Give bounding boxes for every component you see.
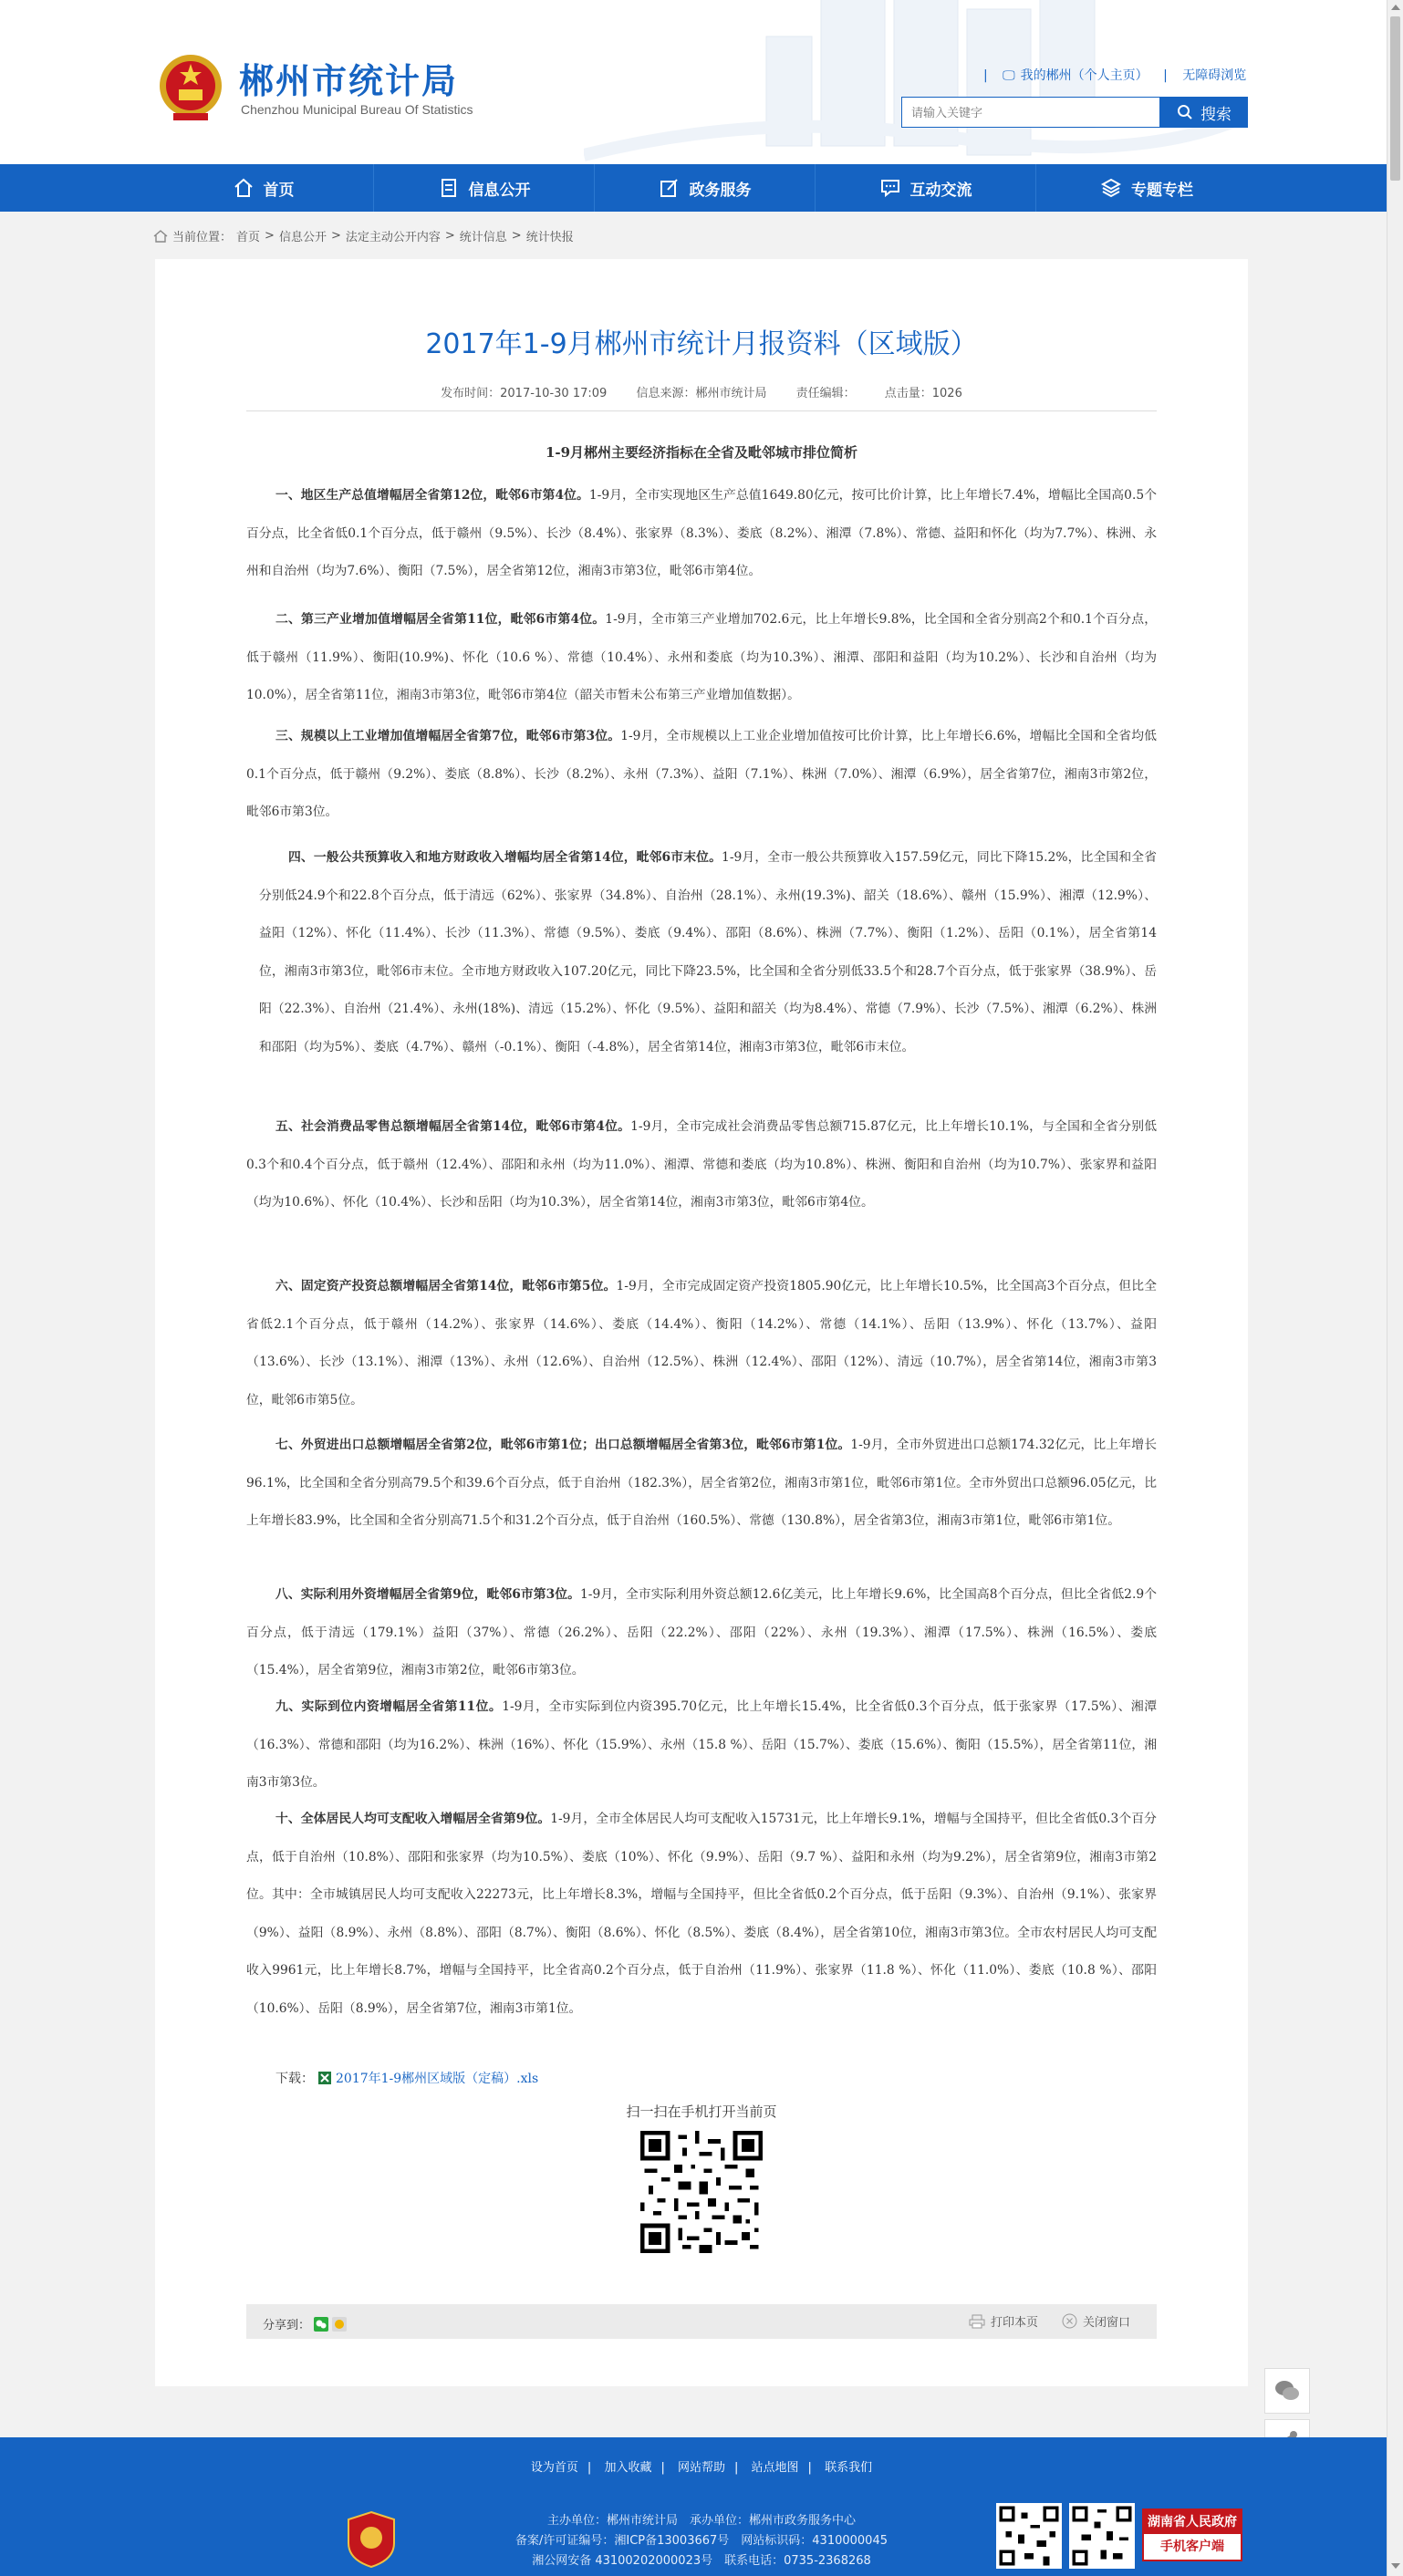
footer-sep: | — [660, 2461, 665, 2475]
qzone-share-icon[interactable] — [332, 2317, 347, 2332]
close-label: 关闭窗口 — [1083, 2316, 1131, 2330]
paragraph-6 — [246, 1268, 1157, 1419]
chat-icon — [879, 177, 901, 199]
top-links — [978, 66, 1252, 84]
paragraph-body: 1-9月，全市一般公共预算收入157.59亿元，同比下降15.2%，比全国和全省分别低24.9个和22.8个百分点，低于清远（62%）、张家界（34.8%）、自治州（28.1%）、永州(19.3%)、韶关（18.6%）、赣州（15.9%）、湘潭（12.9%）、益阳（12%）、怀化（11.4%）、长沙（11.3%）、常德（9.5%）、娄底（9.4%）、邵阳（8.6%）、株洲（7.7%）、衡阳（1.2%）、岳阳（0.1%），居全省第14位，湘南3市第3位，毗邻6市末位。全市地方财政收入107.20亿元，同比下降23.5%，比全国和全省分别低33.5个和28.7个百分点，低于张家界（38.9%）、岳阳（22.3%）、自治州（21.4%）、永州(18%)、清远（15.2%）、怀化（9.5%）、益阳和韶关（均为8.4%）、常德（7.9%）、长沙（7.5%）、湘潭（6.2%）、株洲和邵阳（均为5%）、娄底（4.7%）、赣州（-0.1%）、衡阳（-4.8%），居全省第14位，湘南3市第3位，毗邻6市末位。 — [259, 850, 1157, 1054]
paragraph-body: 1-9月，全市实际利用外资总额12.6亿美元，比上年增长9.6%，比全国高8个百分点，但比全省低2.9个百分点，低于清远（179.1%）益阳（37%）、常德（26.2%）、岳阳（22.2%）、邵阳（22%）、永州（19.3%）、湘潭（17.5%）、株洲（16.5%）、娄底（15.4%），居全省第9位，湘南3市第2位，毗邻6市第3位。 — [246, 1587, 1157, 1678]
print-button[interactable] — [969, 2312, 1038, 2330]
search-input[interactable] — [909, 98, 1150, 127]
breadcrumb-prefix: 当前位置： — [172, 231, 233, 244]
qr-caption: 扫一扫在手机打开当前页 — [626, 2103, 777, 2120]
scrollbar-thumb[interactable] — [1390, 16, 1400, 181]
paragraph-body: 1-9月，全市实际到位内资395.70亿元，比上年增长15.4%，比全省低0.3个百分点，低于张家界（17.5%）、湘潭（16.3%）、常德和邵阳（均为16.2%）、株洲（16%）、怀化（15.9%）、永州（15.8 %）、岳阳（15.7%）、娄底（15.6%）、衡阳（15.5%），居全省第11位，湘南3市第3位。 — [246, 1699, 1157, 1790]
paragraph-9 — [246, 1688, 1157, 1802]
share-group — [263, 2315, 347, 2332]
nav-label: 互动交流 — [909, 181, 972, 200]
breadcrumb — [153, 227, 574, 244]
download-row — [275, 2069, 538, 2087]
share-label: 分享到： — [263, 2319, 311, 2332]
site-name-en: Chenzhou Municipal Bureau Of Statistics — [241, 102, 473, 117]
page-scrollbar[interactable] — [1387, 0, 1403, 2576]
wechat-icon — [1273, 2379, 1301, 2403]
download-file-link[interactable]: 2017年1-9郴州区域版（定稿）.xls — [336, 2072, 539, 2086]
share-bar — [246, 2304, 1157, 2339]
printer-icon — [969, 2314, 985, 2329]
footer-sep: | — [587, 2461, 592, 2475]
article-meta — [0, 383, 1403, 400]
paragraph-1 — [246, 477, 1157, 591]
national-emblem-icon — [157, 49, 224, 126]
scroll-up-icon[interactable] — [1391, 5, 1400, 10]
link-accessibility[interactable]: 无障碍浏览 — [1182, 68, 1247, 83]
footer-sep: | — [734, 2461, 739, 2475]
paragraph-body: 1-9月，全市完成固定资产投资1805.90亿元，比上年增长10.5%，比全国高3个百分点，但比全省低2.1个百分点，低于赣州（14.2%）、张家界（14.6%）、娄底（14.4%）、衡阳（14.2%）、常德（14.1%）、岳阳（13.9%）、怀化（13.7%）、益阳（13.6%）、长沙（13.1%）、湘潭（13%）、永州（12.6%）、自治州（12.5%）、株洲（12.4%）、邵阳（12%）、清远（10.7%），居全省第14位，湘南3市第3位，毗邻6市第5位。 — [246, 1279, 1157, 1407]
paragraph-8 — [246, 1576, 1157, 1690]
view-count: 点击量：1026 — [884, 387, 962, 400]
divider-bar: | — [983, 68, 988, 83]
nav-home[interactable] — [153, 164, 374, 212]
paragraph-body: 1-9月，全市完成社会消费品零售总额715.87亿元，比上年增长10.1%，与全国和全省分别低0.3个和0.4个百分点，低于赣州（12.4%）、邵阳和永州（均为11.0%）、湘潭、常德和娄底（均为10.8%）、株洲、衡阳和自治州（均为10.7%）、张家界和益阳（均为10.6%）、怀化（10.4%）、长沙和岳阳（均为10.3%），居全省第14位，湘南3市第3位，毗邻6市第4位。 — [246, 1119, 1157, 1210]
paragraph-lead: 三、规模以上工业增加值增幅居全省第7位，毗邻6市第3位。 — [275, 729, 621, 743]
main-nav — [0, 164, 1387, 212]
download-label: 下载： — [275, 2072, 314, 2086]
nav-info-public[interactable] — [374, 164, 595, 212]
paragraph-lead: 一、地区生产总值增幅居全省第12位，毗邻6市第4位。 — [275, 488, 589, 503]
wechat-share-icon[interactable] — [314, 2317, 328, 2332]
paragraph-2 — [246, 601, 1157, 715]
layers-icon — [1100, 177, 1122, 199]
footer-qr-code-icon — [1069, 2503, 1135, 2569]
breadcrumb-info-public[interactable]: 信息公开 — [278, 231, 327, 244]
gov-app-title: 湖南省人民政府 — [1144, 2510, 1241, 2534]
breadcrumb-sep: > — [330, 229, 341, 243]
search-button-label: 搜索 — [1200, 105, 1232, 124]
breadcrumb-sep: > — [265, 229, 275, 243]
monitor-icon: 🖵 — [1003, 68, 1015, 83]
footer-qr-code-icon — [996, 2503, 1062, 2569]
nav-special-topics[interactable] — [1036, 164, 1257, 212]
paragraph-body: 1-9月，全市规模以上工业企业增加值按可比价计算，比上年增长6.6%，增幅比全国和全省均低0.1个百分点，低于赣州（9.2%）、娄底（8.8%）、长沙（8.2%）、永州（7.3%）、益阳（7.1%）、株洲（7.0%）、湘潭（6.9%），居全省第7位，湘南3市第2位，毗邻6市第3位。 — [246, 729, 1157, 819]
scroll-down-icon[interactable] — [1391, 2563, 1400, 2569]
paragraph-7 — [246, 1427, 1157, 1541]
excel-file-icon — [317, 2071, 332, 2085]
info-source: 信息来源：郴州市统计局 — [636, 387, 767, 400]
hunan-gov-app-badge[interactable] — [1142, 2508, 1242, 2561]
link-my-chenzhou[interactable]: 我的郴州（个人主页） — [1020, 68, 1148, 83]
paragraph-body: 1-9月，全市全体居民人均可支配收入15731元，比上年增长9.1%，增幅与全国持平，但比全省低0.3个百分点，低于自治州（10.8%）、邵阳和张家界（均为10.5%）、娄底（10%）、怀化（9.9%）、岳阳（9.7 %）、益阳和永州（均为9.2%），居全省第9位，湘南3市第2位。其中：全市城镇居民人均可支配收入22273元，比上年增长8.3%，增幅与全国持平，但比全省低0.2个百分点，低于岳阳（9.3%）、自治州（9.1%）、张家界（9%）、益阳（8.9%）、永州（8.8%）、邵阳（8.7%）、衡阳（8.6%）、怀化（8.5%）、娄底（8.4%），居全省第10位，湘南3市第3位。全市农村居民人均可支配收入9961元，比上年增长8.7%，增幅与全国持平，比全省高0.2个百分点，低于自治州（11.9%）、张家界（11.8 %）、怀化（11.0%）、娄底（10.8 %）、邵阳（10.6%）、岳阳（8.9%），居全省第7位，湘南3市第1位。 — [246, 1812, 1157, 2016]
site-header — [0, 0, 1387, 164]
breadcrumb-home[interactable]: 首页 — [236, 231, 261, 244]
breadcrumb-sep: > — [444, 229, 455, 243]
site-name: 郴州市统计局 — [239, 61, 459, 101]
paragraph-10 — [246, 1801, 1157, 2028]
home-icon — [153, 230, 168, 243]
paragraph-4 — [259, 839, 1157, 1066]
nav-label: 首页 — [263, 181, 295, 200]
nav-label: 信息公开 — [468, 181, 531, 200]
qr-code-icon — [640, 2131, 763, 2253]
wechat-button[interactable] — [1264, 2368, 1310, 2414]
breadcrumb-stats-info[interactable]: 统计信息 — [459, 231, 507, 244]
paragraph-body: 1-9月，全市第三产业增加702.6元，比上年增长9.8%，比全国和全省分别高2个和0.1个百分点，低于赣州（11.9%）、衡阳(10.9%)、怀化（10.6 %）、常德（10.4%）、永州和娄底（均为10.3%）、湘潭、邵阳和益阳（均为10.2%）、长沙和自治州（均为10.0%），居全省第11位，湘南3市第3位，毗邻6市第4位（韶关市暂未公布第三产业增加值数据）。 — [246, 612, 1158, 702]
paragraph-lead: 四、一般公共预算收入和地方财政收入增幅均居全省第14位，毗邻6市末位。 — [288, 850, 722, 865]
footer-link-help[interactable]: 网站帮助 — [677, 2461, 725, 2475]
footer-links — [0, 2457, 1403, 2475]
search-icon — [1177, 104, 1193, 120]
article-subheading: 1-9月郴州主要经济指标在全省及毗邻城市排位简析 — [545, 444, 858, 461]
paragraph-lead: 八、实际利用外资增幅居全省第9位，毗邻6市第3位。 — [275, 1587, 581, 1602]
paragraph-5 — [246, 1108, 1157, 1222]
nav-label: 政务服务 — [689, 181, 752, 200]
nav-interaction[interactable] — [816, 164, 1036, 212]
document-icon — [438, 177, 460, 199]
publish-time: 发布时间：2017-10-30 17:09 — [441, 387, 608, 400]
paragraph-lead: 五、社会消费品零售总额增幅居全省第14位，毗邻6市第4位。 — [275, 1119, 631, 1134]
editor: 责任编辑： — [795, 387, 856, 400]
edit-icon — [659, 177, 681, 199]
footer-icp: 备案/许可证编号：湘ICP备13003667号 网站标识码：4310000045 — [514, 2534, 888, 2548]
footer-link-homepage[interactable]: 设为首页 — [530, 2461, 578, 2475]
site-footer — [0, 2437, 1387, 2576]
gov-app-subtitle: 手机客户端 — [1160, 2540, 1224, 2554]
close-icon — [1062, 2313, 1077, 2329]
divider-bar: | — [1163, 68, 1168, 83]
paragraph-body: 1-9月，全市实现地区生产总值1649.80亿元，按可比价计算，比上年增长7.4%，增幅比全国高0.5个百分点，比全省低0.1个百分点，低于赣州（9.5%）、长沙（8.4%）、张家界（8.3%）、娄底（8.2%）、湘潭（7.8%）、常德、益阳和怀化（均为7.7%）、株洲、永州和自治州（均为7.6%）、衡阳（7.5%），居全省第12位，湘南3市第3位，毗邻6市第4位。 — [246, 488, 1158, 578]
paragraph-lead: 九、实际到位内资增幅居全省第11位。 — [275, 1699, 503, 1714]
footer-link-favorite[interactable]: 加入收藏 — [604, 2461, 652, 2475]
print-label: 打印本页 — [991, 2316, 1039, 2330]
breadcrumb-stats-bulletin[interactable]: 统计快报 — [525, 231, 574, 244]
paragraph-3 — [246, 718, 1157, 832]
breadcrumb-legal-content[interactable]: 法定主动公开内容 — [345, 231, 441, 244]
footer-link-contact[interactable]: 联系我们 — [825, 2461, 873, 2475]
nav-label: 专题专栏 — [1131, 181, 1193, 200]
nav-gov-service[interactable] — [595, 164, 816, 212]
paragraph-lead: 六、固定资产投资总额增幅居全省第14位，毗邻6市第5位。 — [275, 1279, 617, 1293]
paragraph-lead: 七、外贸进出口总额增幅居全省第2位，毗邻6市第1位；出口总额增幅居全省第3位，毗邻6市第1位。 — [275, 1438, 851, 1452]
paragraph-lead: 二、第三产业增加值增幅居全省第11位，毗邻6市第4位。 — [275, 612, 606, 627]
title-divider — [246, 410, 1157, 411]
footer-host: 主办单位：郴州市统计局 承办单位：郴州市政务服务中心 — [546, 2514, 856, 2528]
home-icon — [233, 177, 255, 199]
search-button[interactable] — [1160, 97, 1248, 128]
close-window-button[interactable] — [1062, 2312, 1130, 2330]
footer-link-sitemap[interactable]: 站点地图 — [751, 2461, 799, 2475]
paragraph-lead: 十、全体居民人均可支配收入增幅居全省第9位。 — [275, 1812, 551, 1826]
search-field[interactable] — [901, 97, 1160, 128]
paragraph-body: 1-9月，全市外贸进出口总额174.32亿元，比上年增长96.1%，比全国和全省分别高79.5个和39.6个百分点，低于自治州（182.3%），居全省第2位，湘南3市第1位，毗邻6市第1位。全市外贸出口总额96.05亿元，比上年增长83.9%，比全国和全省分别高71.5个和31.2个百分点，低于自治州（160.5%）、常德（130.8%），居全省第3位，湘南3市第1位，毗邻6市第1位。 — [246, 1438, 1157, 1528]
footer-sep: | — [807, 2461, 812, 2475]
breadcrumb-sep: > — [511, 229, 522, 243]
article-title: 2017年1-9月郴州市统计月报资料（区域版） — [425, 328, 978, 360]
footer-police: 湘公网安备 43100202000023号 联系电话：0735-2368268 — [532, 2554, 871, 2568]
